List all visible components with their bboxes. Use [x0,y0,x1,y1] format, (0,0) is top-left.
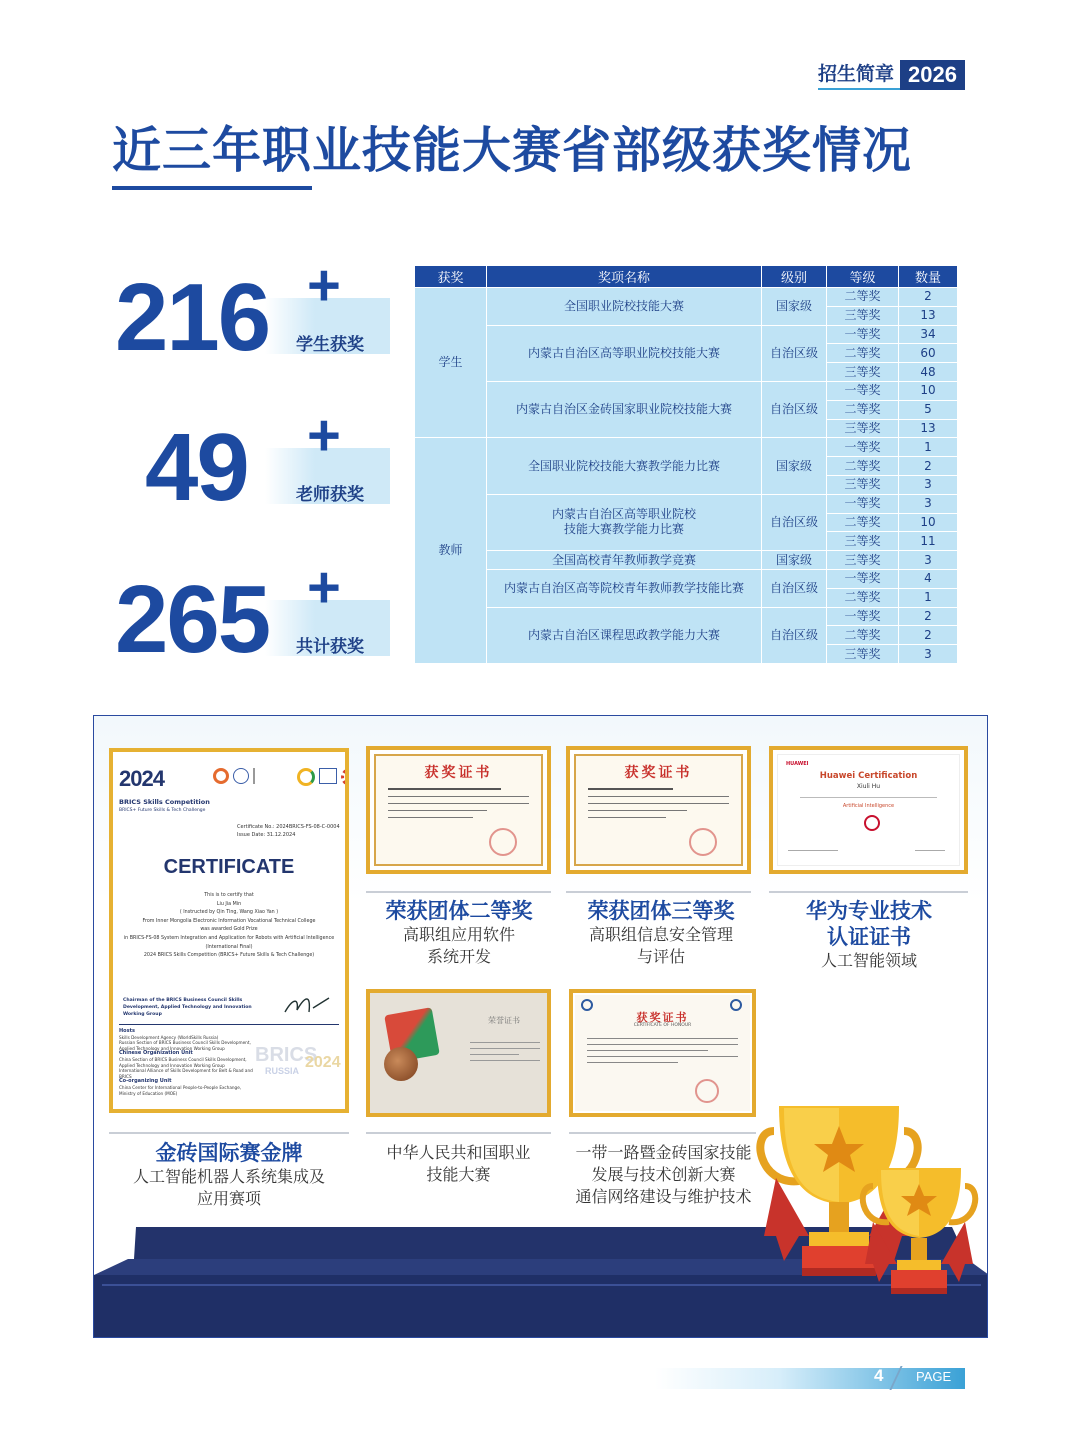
count-cell: 3 [899,475,958,494]
logo-icon [213,768,229,784]
org-heading: Chinese Organization Unit [119,1050,193,1057]
grade-cell: 一等奖 [827,607,899,626]
brics-issue-date: Issue Date: 31.12.2024 [237,832,296,838]
col-header-category: 获奖 [415,266,487,288]
certificate-team-third [566,746,751,874]
group-cell: 教师 [415,438,487,664]
count-cell: 13 [899,306,958,325]
caption-text: 中华人民共和国职业 技能大赛 [386,1143,531,1184]
competition-name: 内蒙古自治区高等院校青年教师教学技能比赛 [487,569,762,607]
brics-year-logo: 2024 [119,766,164,791]
count-cell: 10 [899,513,958,532]
caption-text: 人工智能机器人系统集成及 应用赛项 [132,1167,325,1208]
grade-cell: 一等奖 [827,494,899,513]
cert-inner [575,995,750,1111]
competition-name: 内蒙古自治区高等职业院校技能大赛 [487,325,762,381]
grade-cell: 一等奖 [827,381,899,400]
count-cell: 48 [899,363,958,382]
brics-chair: Chairman of the BRICS Business Council Skills Development, Applied Technology and Innovation Working Group [123,998,252,1017]
hosts-heading: Hosts [119,1028,135,1034]
grade-cell: 三等奖 [827,532,899,551]
cert-subtitle: CERTIFICATE OF HONOUR [633,1023,692,1028]
globe-icon [233,768,249,784]
competition-name: 全国高校青年教师教学竞赛 [487,551,762,570]
stat-students [115,253,390,371]
grade-cell: 三等奖 [827,419,899,438]
caption-divider [109,1132,349,1134]
table-row [415,569,958,588]
cert-text-lines [470,1037,540,1066]
cert-text-lines [588,788,729,818]
grade-cell: 一等奖 [827,569,899,588]
competition-name: 内蒙古自治区金砖国家职业院校技能大赛 [487,381,762,437]
stat-label: 共计获奖 [296,637,364,657]
caption-text: 高职组应用软件 系统开发 [402,925,515,966]
count-cell: 13 [899,419,958,438]
group-cell: 学生 [415,288,487,438]
competition-name: 内蒙古自治区高等职业院校 技能大赛教学能力比赛 [487,494,762,550]
stat-plus: + [307,403,341,468]
grade-cell: 三等奖 [827,306,899,325]
caption-heading: 荣获团体三等奖 [587,899,735,923]
caption-national-vocational [356,1142,561,1186]
brics-final: (International Final) [205,944,253,950]
brics-competition: BRICS Skills Competition [119,798,210,806]
grade-cell: 一等奖 [827,438,899,457]
competition-name: 全国职业院校技能大赛 [487,288,762,326]
grade-cell: 三等奖 [827,551,899,570]
cert-title: 获奖证书 [424,765,493,781]
stat-label: 老师获奖 [296,485,364,505]
small-trophy-icon [859,1156,979,1326]
brics-certificate [109,748,349,1113]
certificate-huawei [769,746,968,874]
count-cell: 4 [899,569,958,588]
table-row [415,381,958,400]
header-year: 2026 [900,60,965,90]
huawei-title: Huawei Certification [819,771,918,781]
brics-box-logo [319,768,337,784]
co-text: China Center for International People-to-People Exchange, Ministry of Education (MOE) [119,1084,242,1096]
title-underline [112,186,312,190]
brics-sub: BRICS+ Future Skills & Tech Challenge [119,808,206,813]
count-cell: 2 [899,288,958,307]
watermark-russia: RUSSIA [265,1066,300,1076]
caption-divider [566,891,751,893]
caption-team-second [354,898,564,968]
table-row [415,551,958,570]
stat-value: 265 [115,566,270,673]
stat-plus: + [307,253,341,318]
count-cell: 5 [899,400,958,419]
grade-cell: 三等奖 [827,475,899,494]
cert-title: 荣誉证书 [488,1016,520,1025]
page-number: 4 [874,1366,884,1385]
ring-logo-icon [297,768,315,786]
cert-inner [374,754,543,866]
huawei-badge-icon [864,815,880,831]
caption-divider [366,891,551,893]
pinwheel-icon [341,768,349,786]
cert-inner [370,993,547,1113]
stat-value: 216 [115,264,270,371]
grade-cell: 二等奖 [827,457,899,476]
caption-heading: 荣获团体二等奖 [385,899,533,923]
count-cell: 3 [899,645,958,664]
competition-level: 自治区级 [762,325,827,381]
col-header-level: 级别 [762,266,827,288]
grade-cell: 三等奖 [827,363,899,382]
col-header-grade: 等级 [827,266,899,288]
partner-logo [253,768,293,784]
competition-level: 自治区级 [762,607,827,663]
brics-from: From Inner Mongolia Electronic Information Vocational Technical College [142,918,316,924]
stat-plus: + [307,555,341,620]
competition-level: 国家级 [762,551,827,570]
col-header-award-name: 奖项名称 [487,266,762,288]
cert-inner [574,754,743,866]
count-cell: 60 [899,344,958,363]
count-cell: 11 [899,532,958,551]
page-title: 近三年职业技能大赛省部级获奖情况 [112,122,913,179]
brics-cert-no: Certificate No.: 2024BRICS-FS-08-C-0004 [237,824,340,830]
competition-name: 全国职业院校技能大赛教学能力比赛 [487,438,762,494]
cert-title: 获奖证书 [624,765,693,781]
count-cell: 2 [899,626,958,645]
table-row [415,325,958,344]
certificate-belt-road [569,989,756,1117]
org-text: China Section of BRICS Business Council Skills Development, Applied Technology and Innovation Working Group International Alliance of Skills Development for Belt & Road and BRICS [119,1056,253,1079]
count-cell: 34 [899,325,958,344]
cert-title: 获奖证书 [636,1011,689,1024]
stat-label: 学生获奖 [296,335,364,355]
grade-cell: 二等奖 [827,344,899,363]
certificate-national-vocational [366,989,551,1117]
divider [119,1024,339,1025]
caption-text: 高职组信息安全管理 与评估 [588,925,733,966]
cert-inner [777,754,960,866]
header-label: 招生简章 [818,60,900,90]
caption-divider [769,891,968,893]
stat-total [115,555,390,673]
page-header [818,60,965,90]
count-cell: 10 [899,381,958,400]
brics-series: 2024 BRICS Skills Competition (BRICS+ Future Skills & Tech Challenge) [143,953,315,959]
page-label: PAGE [916,1369,952,1384]
awards-table [414,265,958,664]
seal-icon [489,828,517,856]
competition-level: 自治区级 [762,381,827,437]
competition-level: 国家级 [762,288,827,326]
signature [283,992,333,1018]
stat-teachers [115,403,390,521]
caption-heading: 华为专业技术 认证证书 [806,899,932,949]
table-row [415,288,958,307]
col-header-count: 数量 [899,266,958,288]
brics-body [117,892,341,961]
table-row [415,607,958,626]
certificates-panel [93,715,988,1338]
brics-awarded: was awarded Gold Prize [200,927,258,933]
brics-logos [213,768,349,786]
brics-instructed: ( Instructed by Qin Ting, Wang Xiao Yan ) [179,910,279,916]
grade-cell: 二等奖 [827,626,899,645]
competition-level: 自治区级 [762,569,827,607]
caption-text: 一带一路暨金砖国家技能 发展与技术创新大赛 通信网络建设与维护技术 [575,1143,752,1206]
brics-footer [119,1029,259,1096]
brics-certify: This is to certify that [204,893,254,898]
huawei-logo: HUAWEI [786,761,809,767]
grade-cell: 二等奖 [827,288,899,307]
grade-cell: 二等奖 [827,400,899,419]
stat-value: 49 [145,414,248,521]
cert-text-lines [388,788,529,818]
count-cell: 2 [899,607,958,626]
table-row [415,438,958,457]
co-heading: Co-organizing Unit [119,1078,172,1085]
grade-cell: 二等奖 [827,588,899,607]
grade-cell: 一等奖 [827,325,899,344]
huawei-name: Xiuli Hu [856,783,881,790]
grade-cell: 二等奖 [827,513,899,532]
competition-name: 内蒙古自治区课程思政教学能力大赛 [487,607,762,663]
watermark-year: 2024 [305,1054,341,1071]
count-cell: 3 [899,551,958,570]
table-row [415,494,958,513]
count-cell: 2 [899,457,958,476]
competition-level: 自治区级 [762,494,827,550]
certificate-team-second [366,746,551,874]
huawei-field: Artificial Intelligence [842,803,895,809]
brics-heading: CERTIFICATE [163,856,295,878]
caption-heading: 金砖国际赛金牌 [155,1141,303,1165]
count-cell: 3 [899,494,958,513]
watermark-brics: BRICS [255,1044,318,1066]
caption-divider [366,1132,551,1134]
seal-icon [689,828,717,856]
caption-divider [569,1132,756,1134]
caption-text: 人工智能领域 [820,951,917,970]
caption-huawei [764,898,974,972]
seal-icon [695,1079,719,1103]
cert-text-lines [587,1033,738,1068]
bronze-medal-icon [384,1047,418,1081]
grade-cell: 三等奖 [827,645,899,664]
count-cell: 1 [899,588,958,607]
caption-team-third [556,898,766,968]
count-cell: 1 [899,438,958,457]
brics-event: in BRICS-FS-08 System Integration and Application for Robots with Artificial Intelligence [123,935,335,941]
brics-name: Liu Jia Min [216,901,242,907]
table-header-row [415,266,958,288]
hosts-text: Skills Development Agency (WorldSkills Russia) Russian Section of BRICS Business Council Skills Development, Applied Technology and Innovation Working Group [119,1034,251,1051]
competition-level: 国家级 [762,438,827,494]
